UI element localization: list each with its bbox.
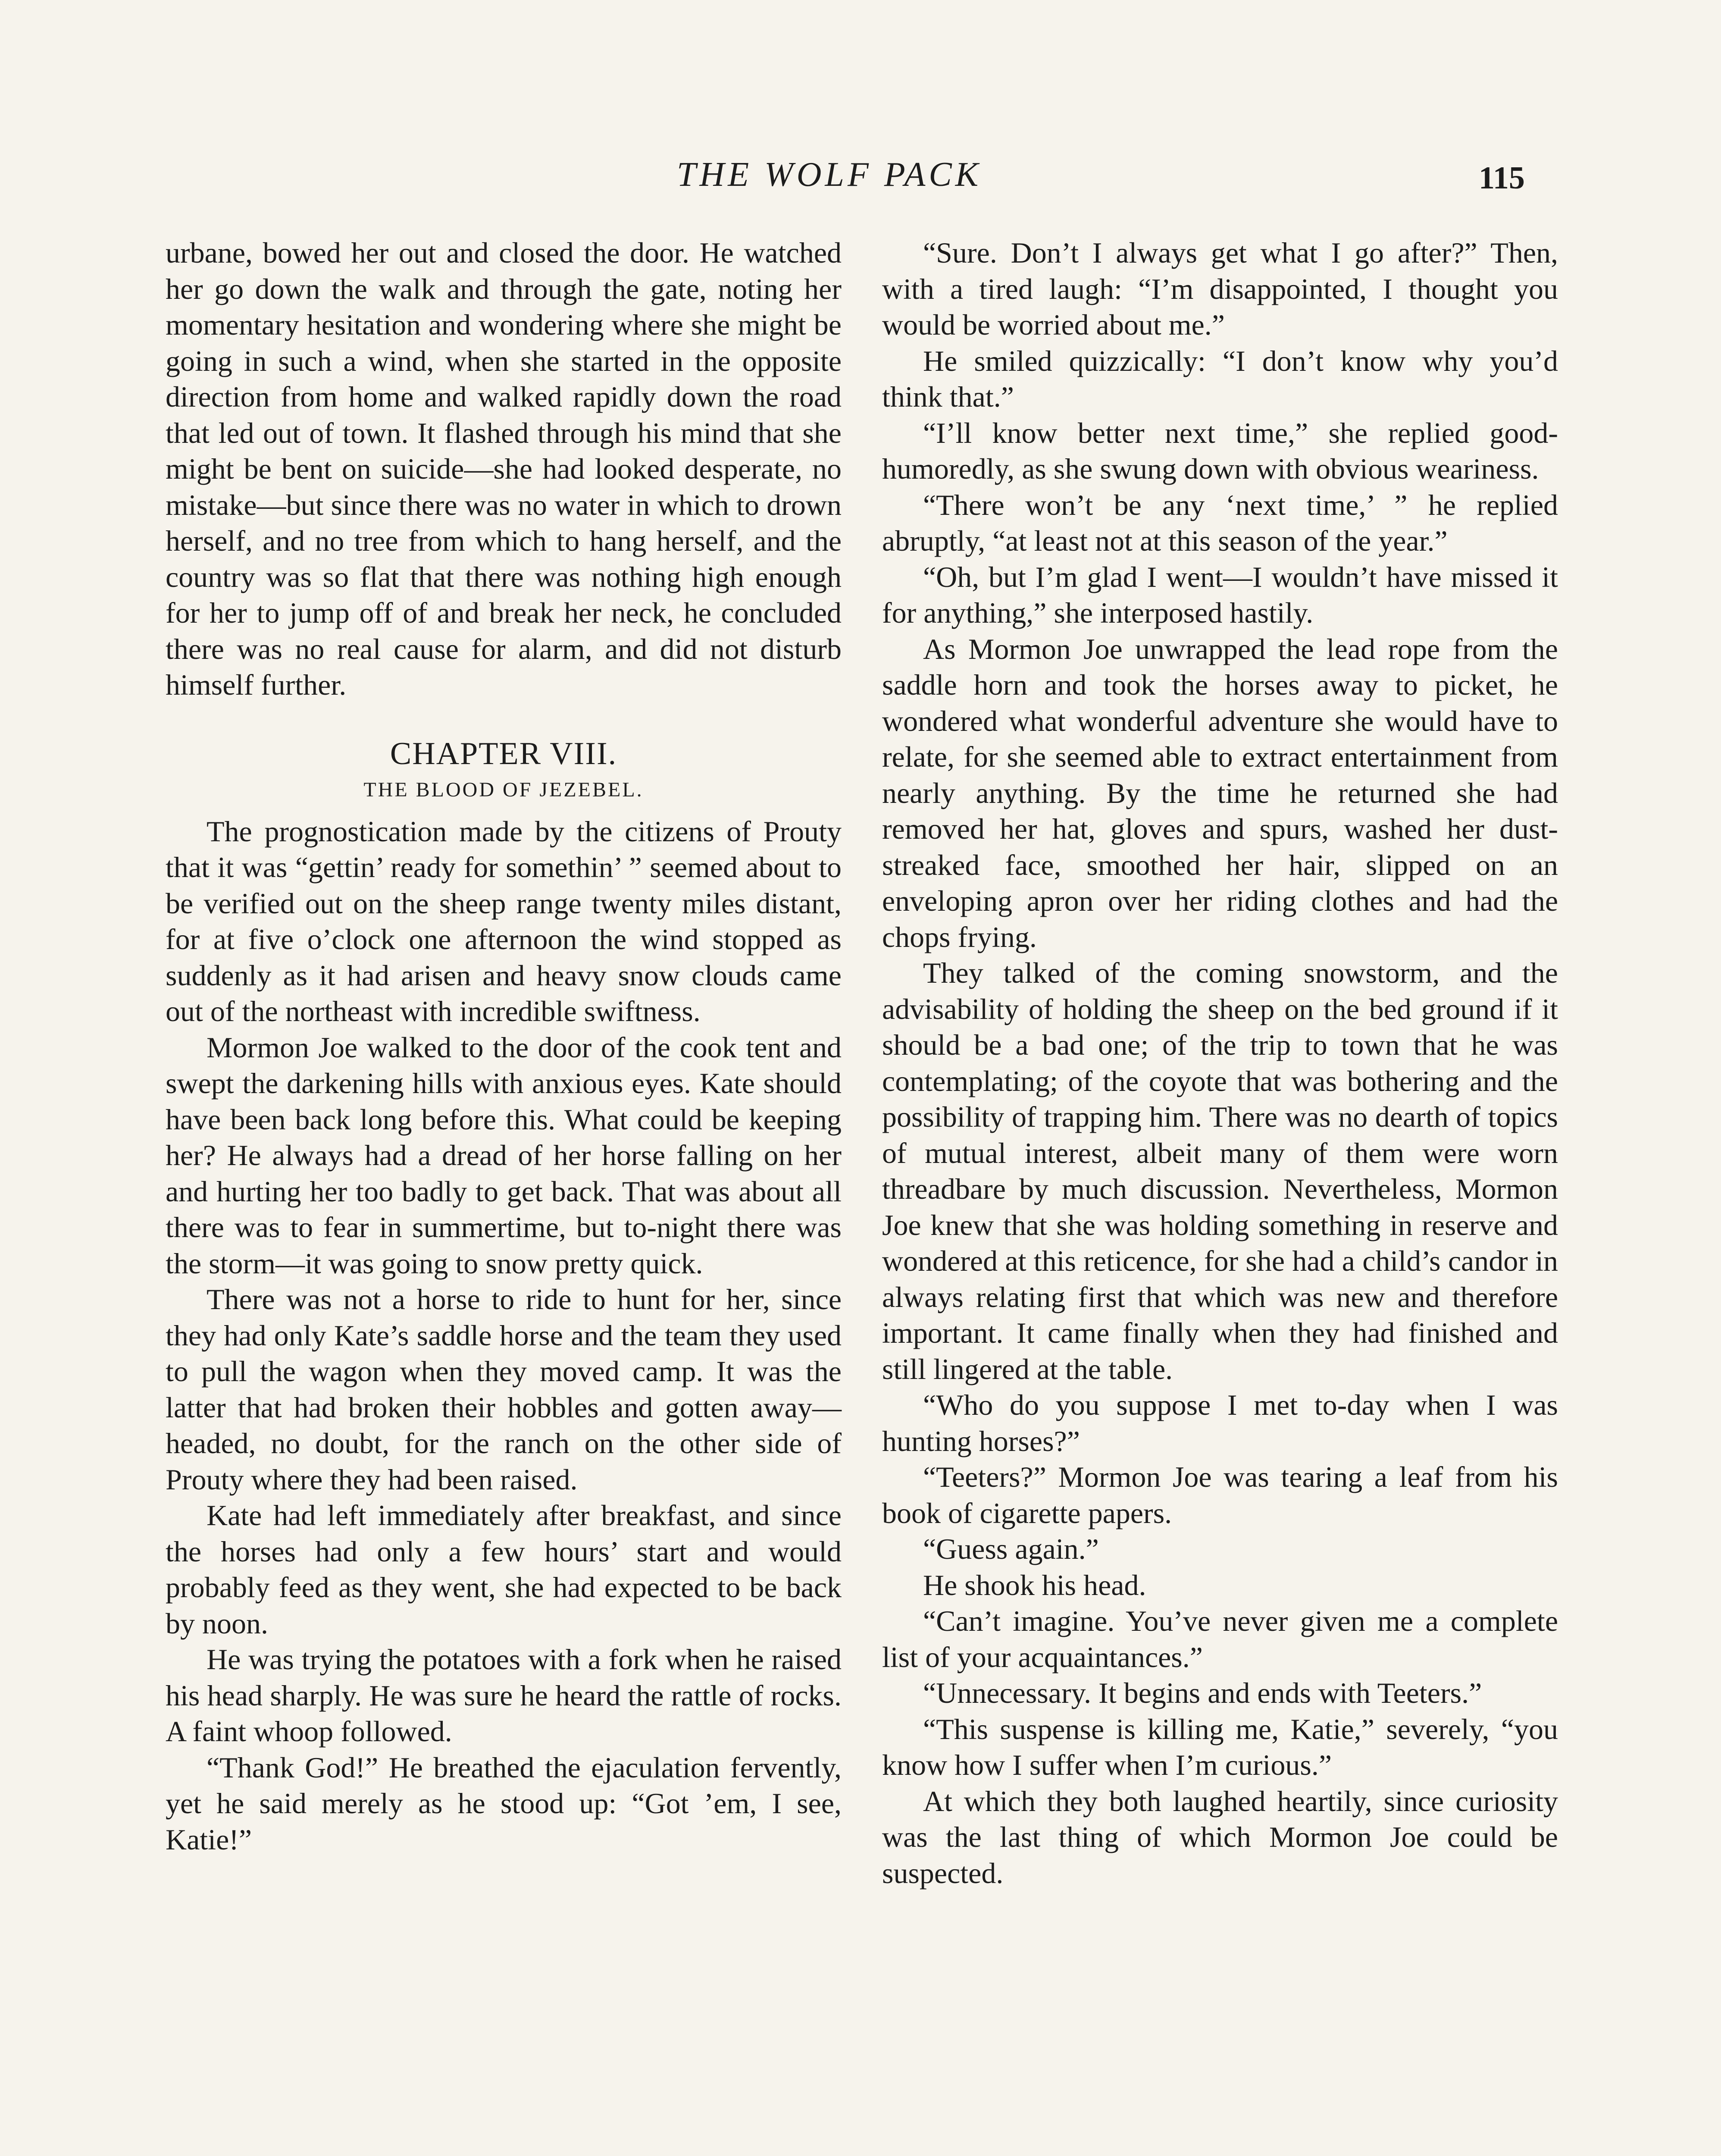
chapter-heading: CHAPTER VIII. [390, 736, 617, 771]
running-head [0, 153, 1721, 201]
page-number: 115 [1479, 160, 1525, 196]
paragraph: He smiled quizzically: “I don’t know why you’d think that.” [882, 344, 1558, 413]
left-column [166, 235, 842, 1858]
paragraph: urbane, bowed her out and closed the door. He watched her go down the walk and through the gate, noting her momentary hesitation and wondering where she might be going in such a wind, when she started in the opposite direction from home and walked rapidly down the road that led out of town. It flashed through his mind that she might be bent on suicide—she had looked desperate, no mistake—but since there was no water in which to drown herself, and no tree from which to hang herself, and the country was so flat that there was nothing high enough for her to jump off of and break her neck, he concluded there was no real cause for alarm, and did not disturb himself further. [166, 236, 842, 701]
paragraph: The prognostication made by the citizens of Prouty that it was “gettin’ ready for somethin’ ” seemed about to be verified out on the sheep range twenty miles distant, for at five o’clock one afternoon the wind stopped as suddenly as it had arisen and heavy snow clouds came out of the northeast with incredible swiftness. [166, 815, 842, 1028]
paragraph: “Sure. Don’t I always get what I go after?” Then, with a tired laugh: “I’m disappointed, I thought you would be worried about me.” [882, 236, 1558, 341]
paragraph: “Teeters?” Mormon Joe was tearing a leaf from his book of cigarette papers. [882, 1460, 1558, 1529]
paragraph: “Thank God!” He breathed the ejaculation fervently, yet he said merely as he stood up: “Got ’em, I see, Katie!” [166, 1751, 842, 1856]
paragraph: He shook his head. [923, 1568, 1146, 1601]
paragraph: “I’ll know better next time,” she replied good-humoredly, as she swung down with obvious weariness. [882, 416, 1558, 485]
paragraph: Kate had left immediately after breakfast, and since the horses had only a few hours’ start and would probably feed as they went, she had expected to be back by noon. [166, 1499, 842, 1640]
chapter-subtitle: THE BLOOD OF JEZEBEL. [363, 778, 644, 801]
paragraph: There was not a horse to ride to hunt for her, since they had only Kate’s saddle horse and the team they used to pull the wagon when they moved camp. It was the latter that had broken their hobbles and gotten away—headed, no doubt, for the ranch on the other side of Prouty where they had been raised. [166, 1283, 842, 1496]
paragraph: “This suspense is killing me, Katie,” severely, “you know how I suffer when I’m curious.” [882, 1712, 1558, 1781]
paragraph: “Guess again.” [923, 1532, 1099, 1565]
running-title: THE WOLF PACK [677, 156, 982, 194]
paragraph: “Unnecessary. It begins and ends with Teeters.” [923, 1677, 1482, 1709]
paragraph: “Who do you suppose I met to-day when I was hunting horses?” [882, 1388, 1558, 1457]
paragraph: They talked of the coming snowstorm, and the advisability of holding the sheep on the bed ground if it should be a bad one; of the trip to town that he was contemplating; of the coyote that was bothering and the possibility of trapping him. There was no dearth of topics of mutual interest, albeit many of them were worn threadbare by much discussion. Nevertheless, Mormon Joe knew that she was holding something in reserve and wondered at this reticence, for she had a child’s candor in always relating first that which was new and therefore important. It came finally when they had finished and still lingered at the table. [882, 956, 1558, 1385]
paragraph: Mormon Joe walked to the door of the cook tent and swept the darkening hills with anxious eyes. Kate should have been back long before this. What could be keeping her? He always had a dread of her horse falling on her and hurting her too badly to get back. That was about all there was to fear in summertime, but to-night there was the storm—it was going to snow pretty quick. [166, 1031, 842, 1280]
paragraph: As Mormon Joe unwrapped the lead rope from the saddle horn and took the horses away to picket, he wondered what wonderful adventure she would have to relate, for she seemed able to extract entertainment from nearly anything. By the time he returned she had removed her hat, gloves and spurs, washed her dust-streaked face, smoothed her hair, slipped on an enveloping apron over her riding clothes and had the chops frying. [882, 632, 1558, 953]
paragraph: “There won’t be any ‘next time,’ ” he replied abruptly, “at least not at this season of the year.” [882, 488, 1558, 557]
paragraph: “Can’t imagine. You’ve never given me a complete list of your acquaintances.” [882, 1604, 1558, 1673]
paragraph: He was trying the potatoes with a fork when he raised his head sharply. He was sure he heard the rattle of rocks. A faint whoop followed. [166, 1643, 842, 1748]
paragraph: “Oh, but I’m glad I went—I wouldn’t have missed it for anything,” she interposed hastily. [882, 560, 1558, 629]
chapter-heading-block [166, 734, 842, 804]
right-column [882, 235, 1558, 1891]
paragraph: At which they both laughed heartily, since curiosity was the last thing of which Mormon Joe could be suspected. [882, 1784, 1558, 1890]
